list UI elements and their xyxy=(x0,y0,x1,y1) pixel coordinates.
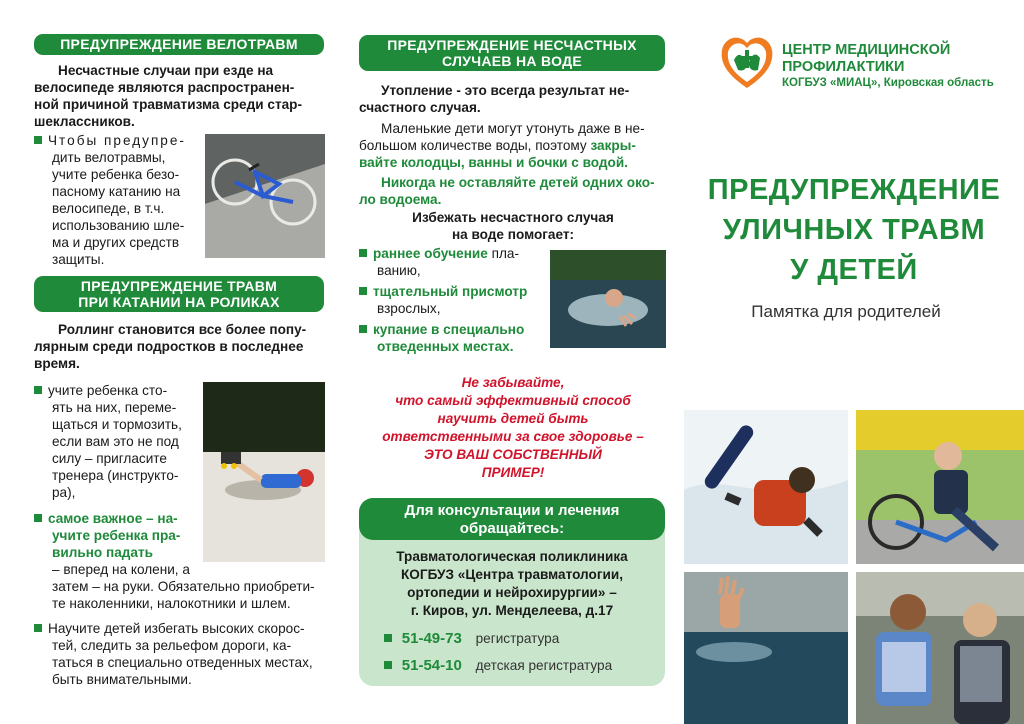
fallen-bicycle-photo xyxy=(205,134,325,258)
page-title: ПРЕДУПРЕЖДЕНИЕ УЛИЧНЫХ ТРАВМ У ДЕТЕЙ xyxy=(707,174,1001,286)
water-safety-panel xyxy=(342,0,684,724)
rolling-tip-falling-rest: – вперед на колени, а затем – на руки. Обязательно приобрети- те наколенники, налокотники и шлем. xyxy=(52,562,315,611)
phone-label: регистратура xyxy=(475,631,560,646)
rollerblade-fall-photo xyxy=(203,382,325,562)
snowboard-fall-photo xyxy=(684,410,848,564)
bullet-icon xyxy=(384,661,392,669)
organization-name: ЦЕНТР МЕДИЦИНСКОЙ ПРОФИЛАКТИКИ КОГБУЗ «МИАЦ», Кировская область xyxy=(782,42,994,89)
parent-example-reminder: Не забывайте, что самый эффективный способ научить детей быть ответственными за свое здоровье – ЭТО ВАШ СОБСТВЕННЫЙ ПРИМЕР! xyxy=(382,375,644,480)
splashing-child-photo xyxy=(550,250,666,348)
phone-child-registry[interactable] xyxy=(384,657,664,674)
bullet-icon xyxy=(34,136,42,144)
phone-number[interactable]: 51-49-73 xyxy=(401,630,462,647)
bike-injury-header: ПРЕДУПРЕЖДЕНИЕ ВЕЛОТРАВМ xyxy=(34,34,324,55)
rolling-intro: Роллинг становится все более попу- лярным среди подростков в последнее время. xyxy=(34,322,307,371)
phone-label: детская регистратура xyxy=(475,658,613,673)
small-children-text: Маленькие дети могут утонуть даже в не- большом количестве воды, поэтому закры- вайте колодцы, ванны и бочки с водой. xyxy=(359,121,645,170)
bullet-icon xyxy=(359,287,367,295)
bike-safety-tip: Чтобы предупре- дить велотравмы, учите ребенка безо- пасному катанию на велосипеде, в т.ч. использованию шле- ма и других средств защиты. xyxy=(34,132,200,268)
medical-prevention-logo xyxy=(718,32,776,92)
rolling-tip-trainer: учите ребенка сто- ять на них, переме- щаться и тормозить, если вам это не под силу – пригласите тренера (инструкто- ра), xyxy=(34,382,200,501)
rolling-tip-falling: самое важное – на- учите ребенка пра- вильно падать xyxy=(34,510,200,561)
bullet-icon xyxy=(34,624,42,632)
bullet-icon xyxy=(359,325,367,333)
water-prevention-list: раннее обучение пла- ванию, тщательный присмотр взрослых, купание в специально отведенных местах. xyxy=(359,245,549,355)
clinic-address: Травматологическая поликлиника КОГБУЗ «Центра травматологии, ортопедии и нейрохирургии» – г. Киров, ул. Менделеева, д.17 xyxy=(396,549,628,618)
schoolchildren-crossing-photo xyxy=(856,572,1024,724)
bullet-icon xyxy=(384,634,392,642)
water-accident-header: ПРЕДУПРЕЖДЕНИЕ НЕСЧАСТНЫХ СЛУЧАЕВ НА ВОДЕ xyxy=(359,35,665,71)
drowning-text: Утопление - это всегда результат не- счастного случая. xyxy=(359,83,630,115)
never-leave-text: Никогда не оставляйте детей одних око- ло водоема. xyxy=(359,175,655,207)
phone-registry[interactable] xyxy=(384,630,664,647)
rolling-injury-header: ПРЕДУПРЕЖДЕНИЕ ТРАВМ ПРИ КАТАНИИ НА РОЛИКАХ xyxy=(34,276,324,312)
speed-safety-tip: Научите детей избегать высоких скорос- тей, следить за рельефом дороги, ка- таться в специально отведенных местах, быть внимательными. xyxy=(34,620,328,688)
bullet-icon xyxy=(359,249,367,257)
phone-number[interactable]: 51-54-10 xyxy=(401,657,462,674)
bike-intro: Несчастные случаи при езде на велосипеде являются распространен- ной причиной травматизма среди стар- шеклассников. xyxy=(34,63,302,129)
bullet-icon xyxy=(34,514,42,522)
page-subtitle: Памятка для родителей xyxy=(751,302,941,321)
child-bicycle-fall-photo xyxy=(856,410,1024,564)
cover-panel xyxy=(684,0,1024,724)
bullet-icon xyxy=(34,386,42,394)
consultation-header: Для консультации и лечения обращайтесь: xyxy=(359,498,665,540)
avoid-accident-heading: Избежать несчастного случая на воде помогает: xyxy=(412,210,614,242)
drowning-hand-photo xyxy=(684,572,848,724)
bike-rolling-panel xyxy=(0,0,342,724)
